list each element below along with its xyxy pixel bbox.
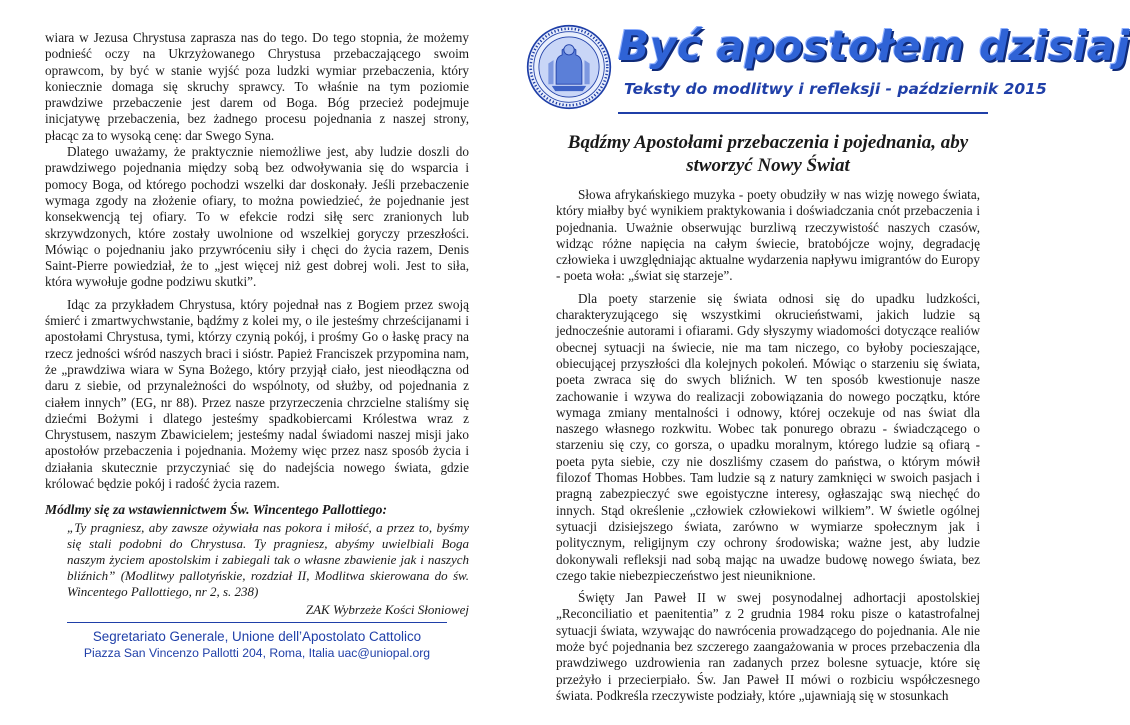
header — [556, 22, 1130, 123]
signature: ZAK Wybrzeże Kości Słoniowej — [305, 602, 469, 618]
article-title: Bądźmy Apostołami przebaczenia i pojednania, aby stworzyć Nowy Świat — [567, 132, 969, 176]
footer-organization: Segretariato Generale, Unione dell’Apostolato Cattolico — [92, 629, 422, 644]
footer-address: Piazza San Vincenzo Pallotti 204, Roma, Italia uac@uniopal.org — [83, 646, 431, 660]
left-column — [45, 30, 469, 618]
prayer-text: „Ty pragniesz, aby zawsze ożywiała nas pokora i miłość, a przez to, byśmy się stali podobni do Chrystusa. Ty pragniesz, abyśmy uwielbiali Boga naszym życiem apostolskim i zabiegali tak o własne zbawienie jak i naszych bliźnich” (Modlitwy pallotyńskie, rozdział II, Modlitwa skierowana do św. Wincentego Pallottiego, nr 2, s. 238) — [67, 520, 469, 600]
right-column — [556, 22, 1130, 704]
newsletter-subtitle: Teksty do modlitwy i refleksji - październik 2015 — [624, 80, 1047, 98]
newsletter-title: Być apostołem dzisiaj — [618, 22, 1130, 70]
footer — [45, 622, 469, 660]
right-paragraph-2: Dla poety starzenie się świata odnosi się do upadku ludzkości, charakteryzującego się wszystkimi okrucieństwami, jakich ludzie są jednocześnie autorami i ofiarami. Gdy słyszymy wiadomości dotyczące realiów obecnej sytuacji na świecie, nie ma tam niczego, co byłoby pocieszające, obiecującej przyszłości dla kolejnych pokoleń. Mówiąc o starzeniu się świata, poeta zwraca się do swych bliźnich. W ten sposób kwestionuje nasze zachowanie i wzywa do realizacji zobowiązania do nowego początku, które wymaga zmiany mentalności i odnowy, której oczekuje od nas świat dla naszego własnego rozkwitu. Wobec tak ponurego obrazu - świadczącego o starzeniu się czy, co gorsza, o upadku moralnym, którego ludzie są ofiarą - poeta pyta siebie, czy nie doszliśmy czasem do państwa, o którym mówił filozof Thomas Hobbes. Tam ludzie są z natury zamknięci w swoich pasjach i pragną zabezpieczyć swe egoistyczne interesy, ogłaszając swą niechęć do innych. Stąd określenie „człowiek człowiekowi wilkiem”. W świetle ogólnej sytuacji dzisiejszego świata, zarówno w wymiarze społecznym jak i politycznym, religijnym czy ochrony środowiska; ważne jest, aby ludzie dokonywali refleksji nad sobą mając na uwadze budowę nowego świata, bez czego takie niebezpieczeństwo jest nieuniknione. — [556, 290, 980, 583]
right-paragraph-1: Słowa afrykańskiego muzyka - poety obudziły w nas wizję nowego świata, który miałby być wynikiem praktykowania i doświadczania cnót przebaczenia i pojednania. Uważnie obserwując burzliwą rzeczywistość naszych czasów, widząc różne napięcia na całym świecie, bratobójcze wojny, degradację człowieka i uwzględniając aktualne wydarzenia napływu imigrantów do Europy - poeta woła: „świat się starzeje”. — [556, 187, 980, 284]
right-paragraph-3: Święty Jan Paweł II w swej posynodalnej adhortacji apostolskiej „Reconciliatio et paenitentia” z 2 grudnia 1984 roku pisze o katastrofalnej sytuacji świata, wzywając do nawrócenia prowadzącego do pojednania. Ale nie może być pojednania bez szczerego zaangażowania w proces przebaczenia dla prawdziwego uzdrowienia ran zadanych przez bolesne sytuacje, które się przeżyło i przecierpiało. Św. Jan Paweł II mówi o rozbiciu współczesnego świata. Podkreśla rzeczywiste podziały, które „ujawniają się w stosunkach — [556, 590, 980, 703]
prayer-heading: Módlmy się za wstawiennictwem Św. Wincentego Pallottiego: — [45, 502, 387, 518]
seal-logo-icon — [526, 24, 612, 110]
header-divider — [618, 112, 988, 114]
left-paragraph-3: Idąc za przykładem Chrystusa, który pojednał nas z Bogiem przez swoją śmierć i zmartwychwstanie, bądźmy z kolei my, o ile jesteśmy chrześcijanami i apostołami Chrystusa, tymi, którzy czynią pokój, i prośmy Go o łaskę pracy na rzecz jedności wśród naszych braci i sióstr. Papież Franciszek przypomina nam, że „prawdziwa wiara w Syna Bożego, który przyjął ciało, jest nieodłączna od daru z siebie, od przynależności do wspólnoty, od służby, od pojednania z ciałem innych” (EG, nr 88). Przez nasze przyrzeczenia chrzcielne staliśmy się dziećmi Bożymi i dlatego jesteśmy spadkobiercami Królestwa wraz z Chrystusem, naszym Zbawicielem; jesteśmy nadal świadomi naszej misji jako apostołów przebaczenia i pojednania. Możemy więc przez nasz sposób życia i działania skutecznie przyczyniać się do nadejścia nowego świata, gdzie królować będzie pokój i radość życia razem. — [45, 296, 469, 492]
left-paragraph-1: wiara w Jezusa Chrystusa zaprasza nas do tego. Do tego stopnia, że możemy podnieść oczy na Ukrzyżowanego Chrystusa przebaczającego swoim oprawcom, by być w stanie wyjść poza ludzki wymiar przebaczenia, który koniecznie domaga się skruchy sprawcy. To właśnie na tym poziomie prawdziwe przebaczenie jest darem od Boga. Bóg przecież podejmuje inicjatywę przebaczenia, bez żadnego procesu pojednania z naszej strony, płacąc za to wysoką cenę: dar Swego Syna. — [45, 30, 469, 143]
left-paragraph-2: Dlatego uważamy, że praktycznie niemożliwe jest, aby ludzie doszli do prawdziwego pojednania między sobą bez odwoływania się do wsparcia i pomocy Boga, od którego pochodzi wszelki dar doskonały. Jeśli przebaczenie wymaga zgody na złożenie ofiary, to można powiedzieć, że pojednanie jest konsekwencją tej ofiary. To w efekcie rodzi siłę serc zranionych lub skrzywdzonych, które zostały uwolnione od wszelkiej goryczy przeszłości. Mówiąc o pojednaniu jako przywróceniu siły i chęci do życia razem, Denis Saint-Pierre powiedział, że to „jest więcej niż gest dobrej woli. Jest to siła, która wywołuje godne podziwu skutki”. — [45, 144, 469, 290]
footer-divider — [67, 622, 447, 623]
